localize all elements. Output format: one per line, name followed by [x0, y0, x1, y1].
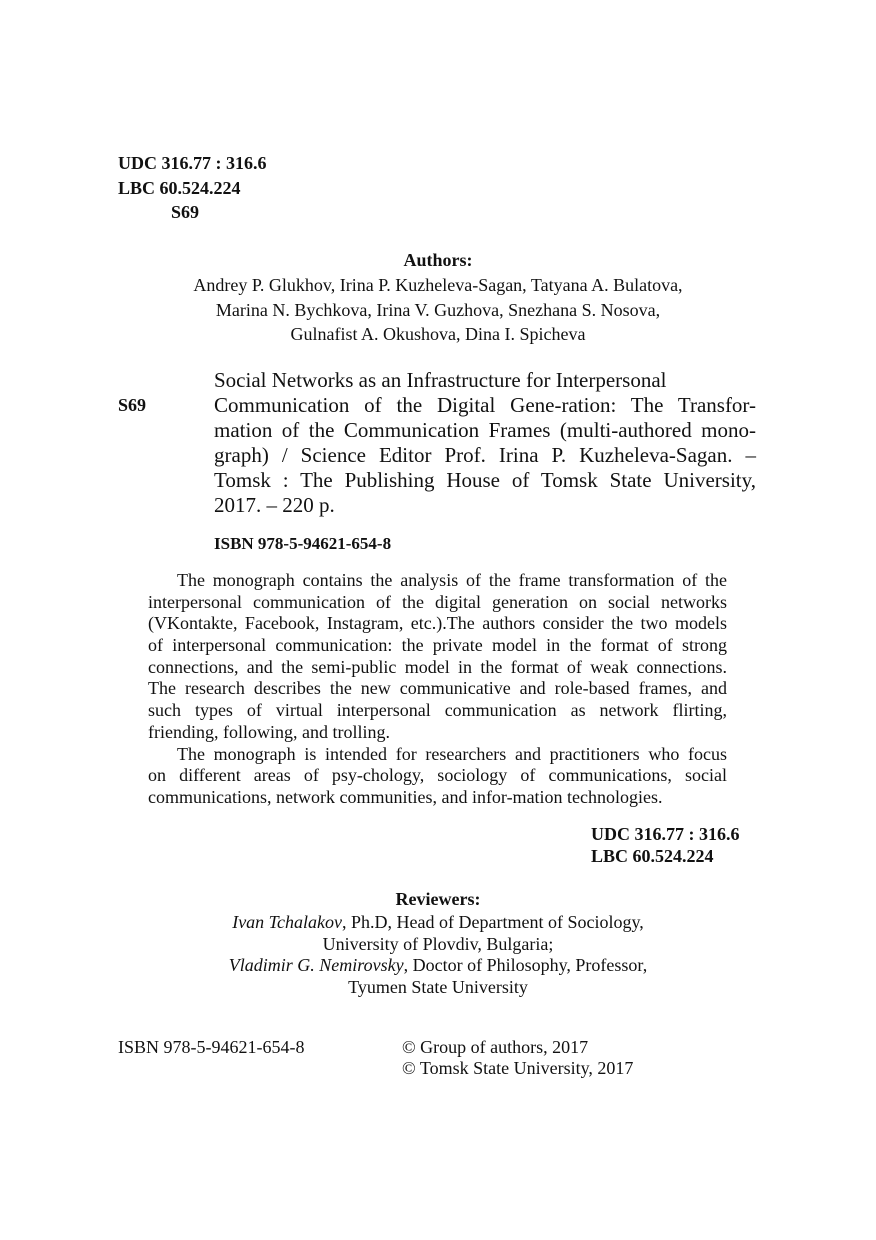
- abstract-line: such types of virtual interpersonal communication as network flirting,: [148, 700, 727, 721]
- title-line: Social Networks as an Infrastructure for Interpersonal: [214, 368, 667, 392]
- reviewer-details: , Doctor of Philosophy, Professor,: [403, 955, 648, 976]
- authors-line: Gulnafist A. Okushova, Dina I. Spicheva: [290, 324, 586, 344]
- abstract-line: communications, network communities, and infor-mation technologies.: [148, 786, 663, 807]
- title-line: Communication of the Digital Gene-ration: The Transfor-: [214, 393, 756, 417]
- isbn-bibliographic: ISBN 978-5-94621-654-8: [214, 534, 392, 553]
- copyright-authors: © Group of authors, 2017: [402, 1037, 589, 1057]
- reviewers-heading: Reviewers:: [395, 889, 481, 909]
- reviewer-affiliation: University of Plovdiv, Bulgaria;: [322, 933, 554, 954]
- author-code-top: S69: [171, 202, 200, 222]
- title-line: 2017. – 220 p.: [214, 493, 335, 517]
- title-line: mation of the Communication Frames (multi-authored mono-: [214, 418, 756, 442]
- udc-code-bottom: UDC 316.77 : 316.6: [591, 824, 740, 844]
- copyright-university: © Tomsk State University, 2017: [402, 1058, 634, 1078]
- authors-list: [0, 273, 876, 347]
- abstract-line: The monograph is intended for researchers and practitioners who focus: [177, 743, 727, 764]
- abstract-line: interpersonal communication of the digital generation on social networks: [148, 591, 727, 612]
- reviewer-name: Ivan Tchalakov: [232, 912, 343, 932]
- abstract-line: The research describes the new communicative and role-based frames, and: [148, 678, 727, 699]
- reviewers-list: [0, 912, 876, 999]
- reviewer-details: , Ph.D, Head of Department of Sociology,: [342, 912, 644, 932]
- authors-line: Andrey P. Glukhov, Irina P. Kuzheleva-Sagan, Tatyana A. Bulatova,: [193, 275, 683, 295]
- author-code-side: S69: [118, 395, 147, 415]
- udc-code-top: UDC 316.77 : 316.6: [118, 153, 267, 173]
- reviewer-line: [0, 955, 876, 977]
- bibliographic-title: [214, 368, 756, 518]
- abstract-line: friending, following, and trolling.: [148, 721, 390, 742]
- lbc-code-bottom: LBC 60.524.224: [591, 846, 714, 866]
- reviewer-affiliation: Tyumen State University: [348, 977, 528, 998]
- abstract-line: The monograph contains the analysis of the frame transformation of the: [177, 570, 727, 590]
- authors-line: Marina N. Bychkova, Irina V. Guzhova, Snezhana S. Nosova,: [215, 299, 661, 320]
- abstract-line: on different areas of psy-chology, sociology of communications, social: [148, 765, 727, 786]
- title-line: graph) / Science Editor Prof. Irina P. Kuzheleva-Sagan. –: [214, 443, 756, 467]
- abstract-line: (VKontakte, Facebook, Instagram, etc.).The authors consider the two models: [148, 613, 727, 634]
- title-line: Tomsk : The Publishing House of Tomsk State University,: [214, 468, 756, 492]
- reviewer-line: [0, 912, 876, 934]
- abstract-line: of interpersonal communication: the private model in the format of strong: [148, 635, 727, 656]
- reviewer-name: Vladimir G. Nemirovsky: [228, 955, 404, 976]
- authors-heading: Authors:: [403, 250, 473, 270]
- abstract: [148, 570, 727, 809]
- isbn-footer: ISBN 978-5-94621-654-8: [118, 1037, 305, 1057]
- abstract-line: connections, and the semi-public model in the format of weak connections.: [148, 656, 727, 677]
- lbc-code-top: LBC 60.524.224: [118, 178, 241, 198]
